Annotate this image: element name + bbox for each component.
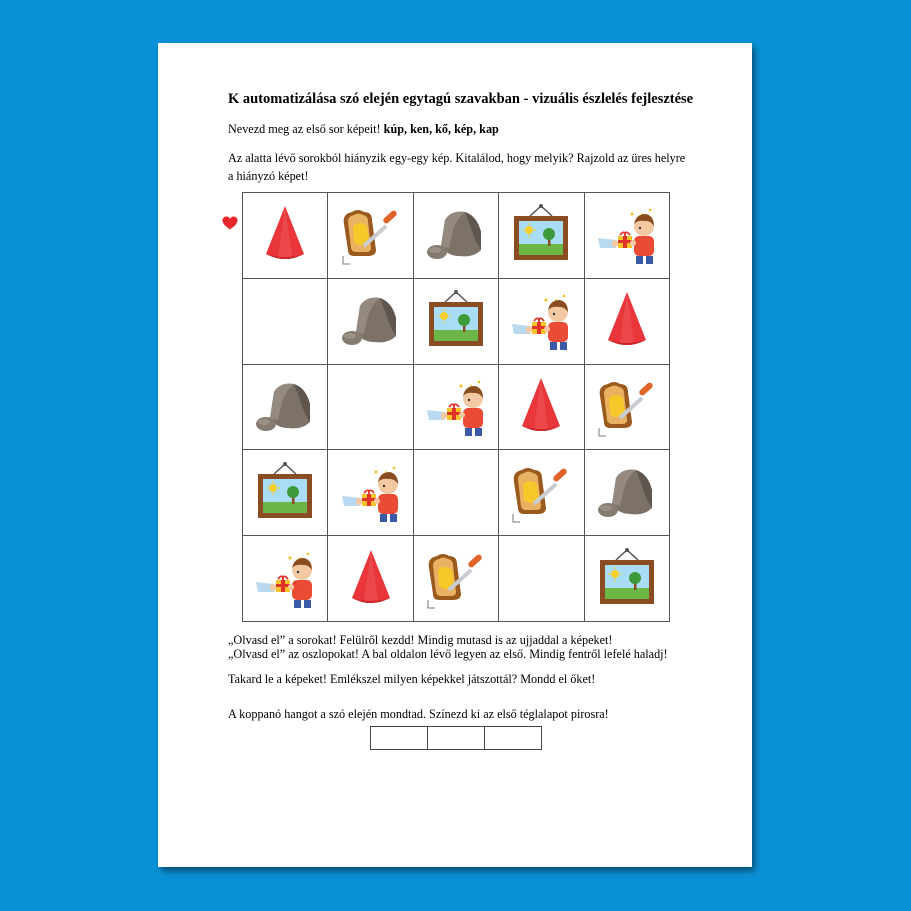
rock-icon — [252, 374, 318, 440]
instruction-missing-line1: Az alatta lévő sorokból hiányzik egy-egy kép. Kitalálod, hogy melyik? Rajzold az üres helyre — [228, 151, 686, 165]
answer-box-3[interactable] — [484, 726, 542, 750]
grid-cell-r1-c1 — [243, 193, 328, 279]
grid-cell-r3-c1 — [243, 365, 328, 451]
grid-cell-r4-c2 — [328, 450, 413, 536]
grid-cell-r3-c5 — [585, 365, 670, 451]
empty-grid-cell-r4-c3[interactable] — [414, 450, 499, 536]
empty-grid-cell-r2-c1[interactable] — [243, 279, 328, 365]
grid-cell-r1-c3 — [414, 193, 499, 279]
grid-cell-r5-c1 — [243, 536, 328, 622]
boy-giving-gift-icon — [338, 460, 404, 526]
instruction-missing-line2: a hiányzó képet! — [228, 169, 309, 183]
cone-icon — [508, 374, 574, 440]
boy-giving-gift-icon — [594, 202, 660, 268]
boy-giving-gift-icon — [508, 288, 574, 354]
grid-cell-r1-c2 — [328, 193, 413, 279]
instruction-missing-picture — [228, 149, 685, 185]
grid-cell-r5-c3 — [414, 536, 499, 622]
picture-grid — [242, 192, 670, 622]
answer-box-2[interactable] — [427, 726, 485, 750]
answer-boxes — [370, 726, 542, 750]
grid-cell-r4-c5 — [585, 450, 670, 536]
bread-knife-icon — [594, 374, 660, 440]
worksheet-page — [158, 43, 752, 867]
bread-knife-icon — [508, 460, 574, 526]
read-columns-instruction: „Olvasd el” az oszlopokat! A bal oldalon lévő legyen az első. Mindig fentről lefelé haladj! — [228, 647, 668, 661]
answer-box-1[interactable] — [370, 726, 428, 750]
boy-giving-gift-icon — [252, 546, 318, 612]
picture-frame-icon — [252, 460, 318, 526]
rock-icon — [594, 460, 660, 526]
picture-frame-icon — [594, 546, 660, 612]
empty-grid-cell-r5-c4[interactable] — [499, 536, 584, 622]
read-rows-instruction: „Olvasd el” a sorokat! Felülről kezdd! Mindig mutasd is az ujjaddal a képeket! — [228, 633, 613, 647]
grid-cell-r2-c3 — [414, 279, 499, 365]
cone-icon — [594, 288, 660, 354]
instruction-name-pictures — [228, 120, 499, 138]
cone-icon — [338, 546, 404, 612]
empty-grid-cell-r3-c2[interactable] — [328, 365, 413, 451]
boy-giving-gift-icon — [423, 374, 489, 440]
heart-icon — [222, 216, 238, 230]
cover-pictures-instruction: Takard le a képeket! Emlékszel milyen képekkel játszottál? Mondd el őket! — [228, 672, 596, 686]
grid-cell-r2-c2 — [328, 279, 413, 365]
picture-frame-icon — [508, 202, 574, 268]
page-title: K automatizálása szó elején egytagú szavakban - vizuális észlelés fejlesztése — [228, 91, 694, 107]
grid-cell-r4-c1 — [243, 450, 328, 536]
instruction-word-list: kúp, ken, kő, kép, kap — [383, 122, 499, 136]
rock-icon — [338, 288, 404, 354]
rock-icon — [423, 202, 489, 268]
grid-cell-r3-c4 — [499, 365, 584, 451]
grid-cell-r5-c5 — [585, 536, 670, 622]
picture-frame-icon — [423, 288, 489, 354]
grid-cell-r2-c4 — [499, 279, 584, 365]
grid-cell-r3-c3 — [414, 365, 499, 451]
grid-cell-r4-c4 — [499, 450, 584, 536]
cone-icon — [252, 202, 318, 268]
instruction-name-prefix: Nevezd meg az első sor képeit! — [228, 122, 384, 136]
grid-cell-r1-c4 — [499, 193, 584, 279]
color-box-instruction: A koppanó hangot a szó elején mondtad. Színezd ki az első téglalapot pirosra! — [228, 707, 609, 721]
grid-cell-r1-c5 — [585, 193, 670, 279]
grid-cell-r2-c5 — [585, 279, 670, 365]
bread-knife-icon — [338, 202, 404, 268]
grid-cell-r5-c2 — [328, 536, 413, 622]
bread-knife-icon — [423, 546, 489, 612]
